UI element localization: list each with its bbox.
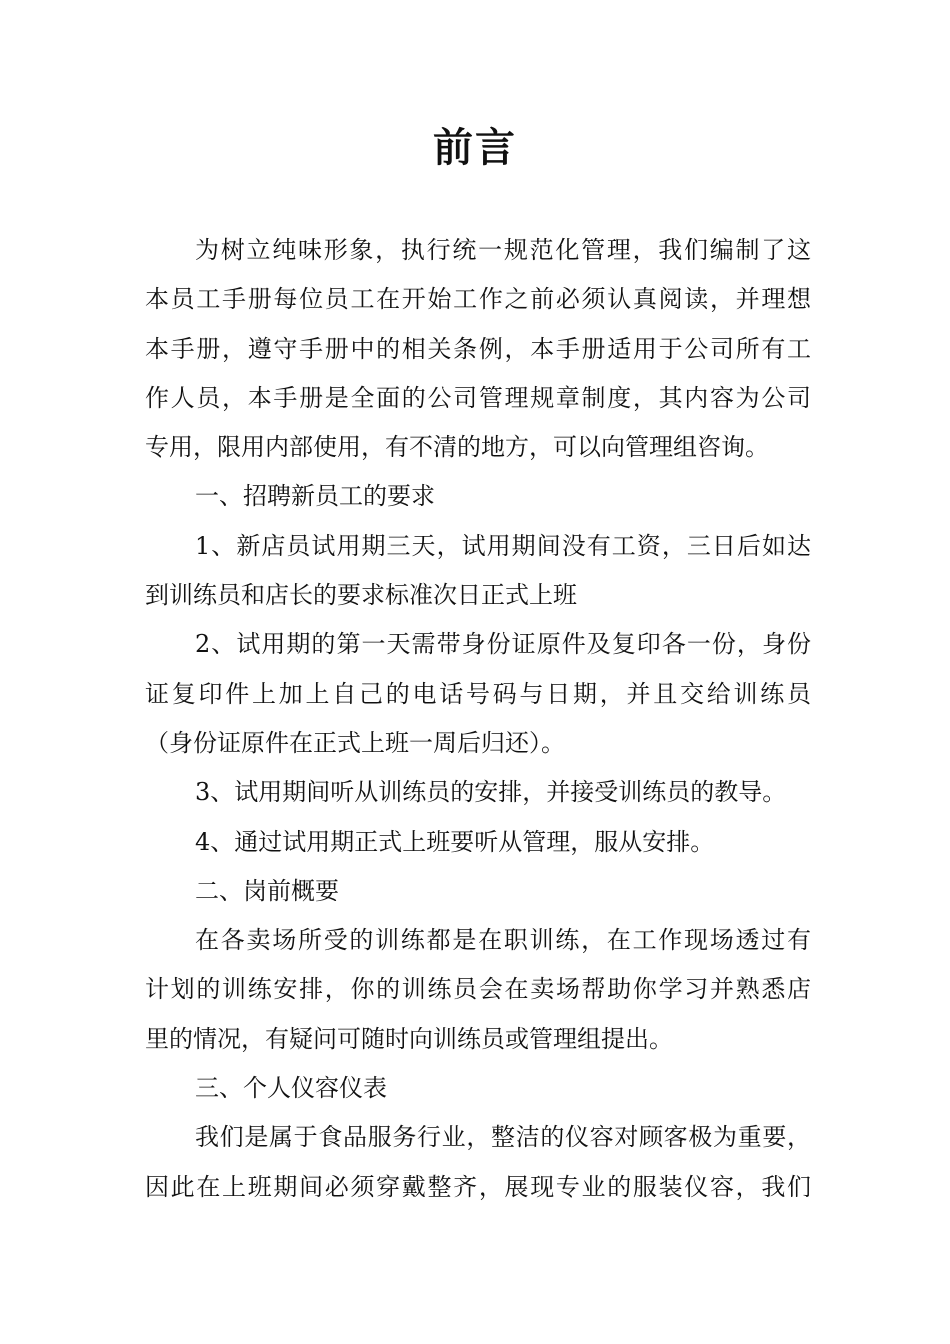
page-title: 前言 [433, 124, 517, 171]
section-heading: 三、个人仪容仪表 [195, 1074, 387, 1103]
paragraph-line: 证复印件上加上自己的电话号码与日期，并且交给训练员 [145, 679, 811, 708]
paragraph-line: 本员工手册每位员工在开始工作之前必须认真阅读，并理想 [145, 285, 811, 314]
paragraph-line: 为树立纯味形象，执行统一规范化管理，我们编制了这 [195, 236, 811, 264]
paragraph-line: 作人员，本手册是全面的公司管理规章制度，其内容为公司 [145, 383, 811, 412]
paragraph-line: 1、新店员试用期三天，试用期间没有工资，三日后如达 [195, 531, 811, 560]
paragraph-line: （身份证原件在正式上班一周后归还）。 [145, 728, 565, 757]
paragraph-line: 里的情况，有疑问可随时向训练员或管理组提出。 [145, 1024, 673, 1053]
paragraph-line: 在各卖场所受的训练都是在职训练，在工作现场透过有 [195, 926, 811, 955]
paragraph-line: 2、试用期的第一天需带身份证原件及复印各一份，身份 [195, 630, 811, 659]
paragraph-line: 到训练员和店长的要求标准次日正式上班 [145, 581, 577, 610]
paragraph-line: 4、通过试用期正式上班要听从管理，服从安排。 [195, 827, 715, 856]
paragraph-line: 我们是属于食品服务行业，整洁的仪容对顾客极为重要， [195, 1123, 811, 1152]
document-body [145, 226, 811, 1212]
paragraph-line: 因此在上班期间必须穿戴整齐，展现专业的服装仪容，我们 [145, 1172, 811, 1201]
paragraph-line: 本手册，遵守手册中的相关条例，本手册适用于公司所有工 [145, 334, 811, 363]
section-heading: 一、招聘新员工的要求 [195, 482, 435, 511]
section-heading: 二、岗前概要 [195, 876, 339, 905]
paragraph-line: 3、试用期间听从训练员的安排，并接受训练员的教导。 [195, 778, 787, 807]
paragraph-line: 计划的训练安排，你的训练员会在卖场帮助你学习并熟悉店 [145, 975, 811, 1004]
paragraph-line: 专用，限用内部使用，有不清的地方，可以向管理组咨询。 [145, 433, 769, 462]
